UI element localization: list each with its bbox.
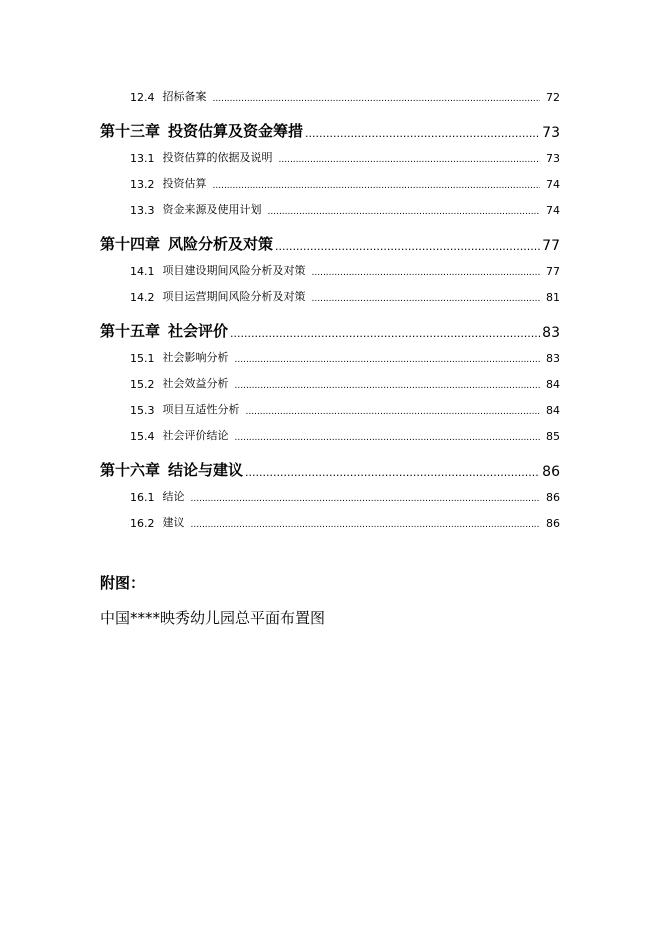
toc-entry-title: 投资估算及资金筹措: [168, 122, 304, 140]
appendix-item: 中国****映秀幼儿园总平面布置图: [100, 609, 326, 627]
toc-entry-title: 社会评价: [168, 322, 229, 340]
toc-page-number: 74: [546, 204, 560, 217]
toc-section-row[interactable]: [100, 256, 560, 282]
toc-page-number: 84: [546, 378, 560, 391]
toc-leader-dots: [245, 462, 540, 480]
toc-section-row[interactable]: [100, 421, 560, 447]
toc-page-number: 74: [546, 178, 560, 191]
toc-entry-title: 结论: [162, 490, 185, 503]
toc-entry-title: 结论与建议: [168, 461, 244, 479]
toc-entry-number: 14.1: [130, 265, 155, 278]
toc-entry-title: 项目运营期间风险分析及对策: [162, 290, 306, 303]
toc-chapter-row[interactable]: [100, 108, 560, 143]
toc-entry-title: 建议: [162, 516, 185, 529]
toc-section-row[interactable]: [100, 343, 560, 369]
toc-chapter-row[interactable]: [100, 308, 560, 343]
toc-page-number: 86: [542, 464, 560, 480]
toc-section-row[interactable]: [100, 369, 560, 395]
toc-entry-number: 第十六章: [100, 461, 161, 479]
toc-entry-title: 社会效益分析: [162, 377, 229, 390]
toc-page-number: 77: [542, 238, 560, 254]
toc-entry-number: 13.2: [130, 178, 155, 191]
toc-entry-title: 资金来源及使用计划: [162, 203, 262, 216]
toc-leader-dots: [312, 265, 541, 278]
toc-entry-number: 16.2: [130, 517, 155, 530]
toc-section-row[interactable]: [100, 282, 560, 308]
toc-entry-title: 招标备案: [162, 90, 207, 103]
toc-leader-dots: [235, 430, 541, 443]
toc-leader-dots: [191, 517, 541, 530]
toc-leader-dots: [268, 204, 541, 217]
toc-entry-number: 15.4: [130, 430, 155, 443]
toc-leader-dots: [191, 491, 541, 504]
toc-page-number: 83: [542, 325, 560, 341]
toc-entry-title: 项目建设期间风险分析及对策: [162, 264, 306, 277]
toc-leader-dots: [246, 404, 541, 417]
toc-entry-number: 15.3: [130, 404, 155, 417]
toc-leader-dots: [230, 323, 540, 341]
toc-entry-title: 项目互适性分析: [162, 403, 240, 416]
toc-section-row[interactable]: [100, 143, 560, 169]
toc-leader-dots: [213, 178, 541, 191]
toc-page-number: 73: [546, 152, 560, 165]
toc-page-number: 77: [546, 265, 560, 278]
table-of-contents: [100, 82, 560, 534]
toc-page-number: 86: [546, 491, 560, 504]
toc-section-row[interactable]: [100, 82, 560, 108]
toc-entry-number: 13.3: [130, 204, 155, 217]
toc-section-row[interactable]: [100, 169, 560, 195]
toc-leader-dots: [275, 236, 540, 254]
toc-entry-number: 15.1: [130, 352, 155, 365]
toc-chapter-row[interactable]: [100, 447, 560, 482]
toc-leader-dots: [279, 152, 541, 165]
toc-entry-number: 12.4: [130, 91, 155, 104]
toc-entry-number: 13.1: [130, 152, 155, 165]
toc-entry-number: 第十四章: [100, 235, 161, 253]
toc-entry-number: 第十五章: [100, 322, 161, 340]
toc-page-number: 84: [546, 404, 560, 417]
toc-leader-dots: [312, 291, 541, 304]
toc-chapter-row[interactable]: [100, 221, 560, 256]
toc-leader-dots: [305, 123, 540, 141]
toc-entry-number: 14.2: [130, 291, 155, 304]
toc-entry-number: 16.1: [130, 491, 155, 504]
toc-leader-dots: [235, 352, 541, 365]
toc-entry-number: 15.2: [130, 378, 155, 391]
toc-page-number: 72: [546, 91, 560, 104]
toc-section-row[interactable]: [100, 395, 560, 421]
toc-page-number: 85: [546, 430, 560, 443]
toc-entry-title: 社会评价结论: [162, 429, 229, 442]
toc-leader-dots: [235, 378, 541, 391]
toc-page-number: 86: [546, 517, 560, 530]
toc-entry-number: 第十三章: [100, 122, 161, 140]
toc-page-number: 83: [546, 352, 560, 365]
toc-entry-title: 风险分析及对策: [168, 235, 274, 253]
toc-leader-dots: [213, 91, 541, 104]
toc-page-number: 81: [546, 291, 560, 304]
toc-entry-title: 投资估算的依据及说明: [162, 151, 273, 164]
toc-section-row[interactable]: [100, 195, 560, 221]
toc-section-row[interactable]: [100, 482, 560, 508]
toc-section-row[interactable]: [100, 508, 560, 534]
toc-entry-title: 社会影响分析: [162, 351, 229, 364]
appendix-title: 附图：: [100, 574, 146, 592]
toc-page-number: 73: [542, 125, 560, 141]
toc-entry-title: 投资估算: [162, 177, 207, 190]
